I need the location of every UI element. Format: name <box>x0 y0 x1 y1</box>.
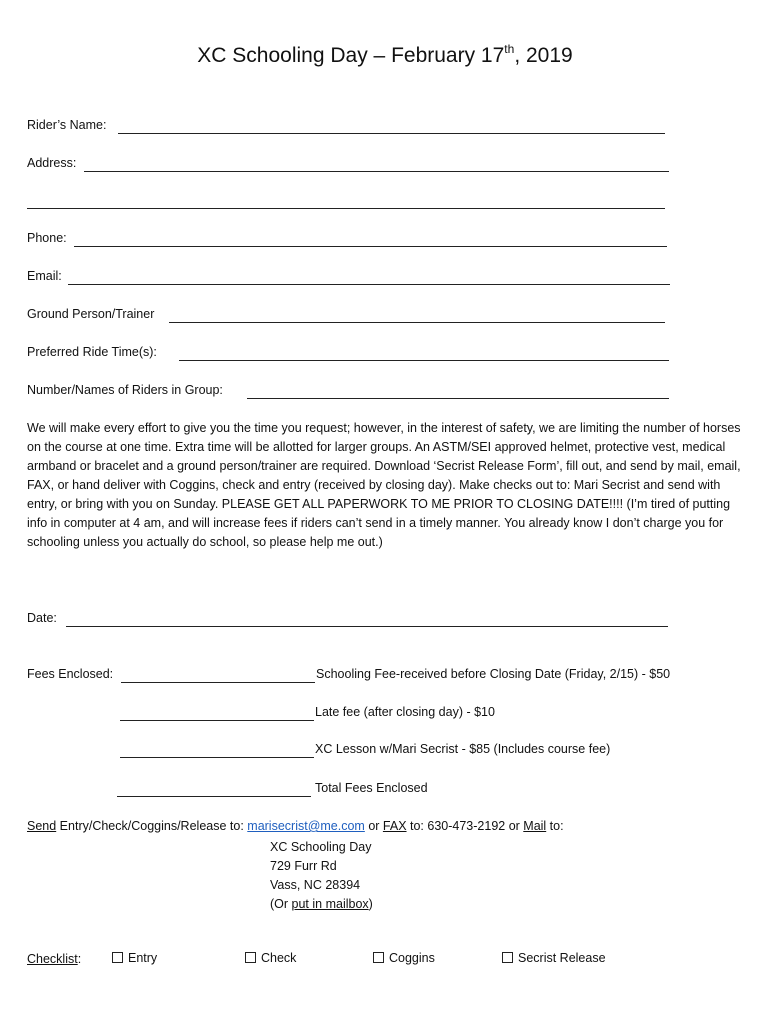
title-text: XC Schooling Day – February 17 <box>197 44 505 67</box>
send-word: Send <box>27 819 57 833</box>
checklist-item-coggins[interactable] <box>373 951 435 965</box>
lesson-fee-field[interactable] <box>120 757 314 758</box>
checkbox-icon[interactable] <box>373 952 384 963</box>
mail-word: Mail <box>523 819 547 833</box>
ground-person-field[interactable] <box>169 322 665 323</box>
schooling-fee-text: Schooling Fee-received before Closing Date (Friday, 2/15) - $50 <box>316 667 671 681</box>
checklist-item-label: Secrist Release <box>518 951 606 965</box>
total-fees-text: Total Fees Enclosed <box>315 781 428 795</box>
or-text: or <box>364 819 383 833</box>
riders-group-field[interactable] <box>247 398 669 399</box>
riders-group-label: Number/Names of Riders in Group: <box>27 383 223 397</box>
date-field[interactable] <box>66 626 668 627</box>
fax-text: to: 630-473-2192 or <box>406 819 524 833</box>
checkbox-icon[interactable] <box>502 952 513 963</box>
ground-person-label: Ground Person/Trainer <box>27 307 155 321</box>
lesson-fee-text: XC Lesson w/Mari Secrist - $85 (Includes course fee) <box>315 742 611 756</box>
to-text: to: <box>546 819 564 833</box>
checklist-item-check[interactable] <box>245 951 296 965</box>
email-field[interactable] <box>68 284 670 285</box>
address-field-line2[interactable] <box>27 208 665 209</box>
mailbox-text: put in mailbox <box>291 897 369 911</box>
fees-label: Fees Enclosed: <box>27 667 114 681</box>
title-year: , 2019 <box>514 44 573 67</box>
page-title <box>0 44 770 68</box>
rider-name-label: Rider’s Name: <box>27 118 107 132</box>
phone-field[interactable] <box>74 246 667 247</box>
schooling-fee-field[interactable] <box>121 682 315 683</box>
address-field[interactable] <box>84 171 669 172</box>
total-fees-field[interactable] <box>117 796 311 797</box>
mailbox-note: (Or put in mailbox) <box>270 897 373 911</box>
checklist-item-label: Entry <box>128 951 158 965</box>
phone-label: Phone: <box>27 231 67 245</box>
email-link[interactable]: marisecrist@me.com <box>247 819 365 833</box>
title-superscript: th <box>504 42 515 56</box>
checkbox-icon[interactable] <box>245 952 256 963</box>
notice-paragraph: We will make every effort to give you the time you request; however, in the interest of safety, we are limiting the number of horses on the course at one time. Extra time will be allotted for larger groups. An ASTM/SEI approved helmet, protective vest, medical armband or bracelet and a ground person/trainer are required. Download ‘Secrist Release Form’, fill out, and send by mail, email, FAX, or hand deliver with Coggins, check and entry (received by closing day). Make checks out to: Mari Secrist and send with entry, or bring with you on Sunday. PLEASE GET ALL PAPERWORK TO ME PRIOR TO CLOSING DATE!!!! (I’m tired of putting info in computer at 4 am, and will increase fees if riders can’t send in a timely manner. You already know I don’t charge you for schooling unless you actually do school, so please help me out.) <box>27 421 741 549</box>
rider-name-field[interactable] <box>118 133 665 134</box>
late-fee-field[interactable] <box>120 720 314 721</box>
address-line: Vass, NC 28394 <box>270 878 361 892</box>
fax-word: FAX <box>382 819 407 833</box>
send-instructions <box>27 819 564 833</box>
ride-time-label: Preferred Ride Time(s): <box>27 345 157 359</box>
checkbox-icon[interactable] <box>112 952 123 963</box>
ride-time-field[interactable] <box>179 360 669 361</box>
checklist-item-label: Coggins <box>389 951 435 965</box>
checklist-label: Checklist: <box>27 952 82 966</box>
checklist-item-secrist-release[interactable] <box>502 951 606 965</box>
checklist-item-entry[interactable] <box>112 951 157 965</box>
address-line: XC Schooling Day <box>270 840 372 854</box>
late-fee-text: Late fee (after closing day) - $10 <box>315 705 495 719</box>
send-text: Entry/Check/Coggins/Release to: <box>56 819 248 833</box>
address-label: Address: <box>27 156 77 170</box>
mailing-address <box>270 838 373 914</box>
address-line: 729 Furr Rd <box>270 859 337 873</box>
email-label: Email: <box>27 269 62 283</box>
checklist-item-label: Check <box>261 951 297 965</box>
date-label: Date: <box>27 611 57 625</box>
